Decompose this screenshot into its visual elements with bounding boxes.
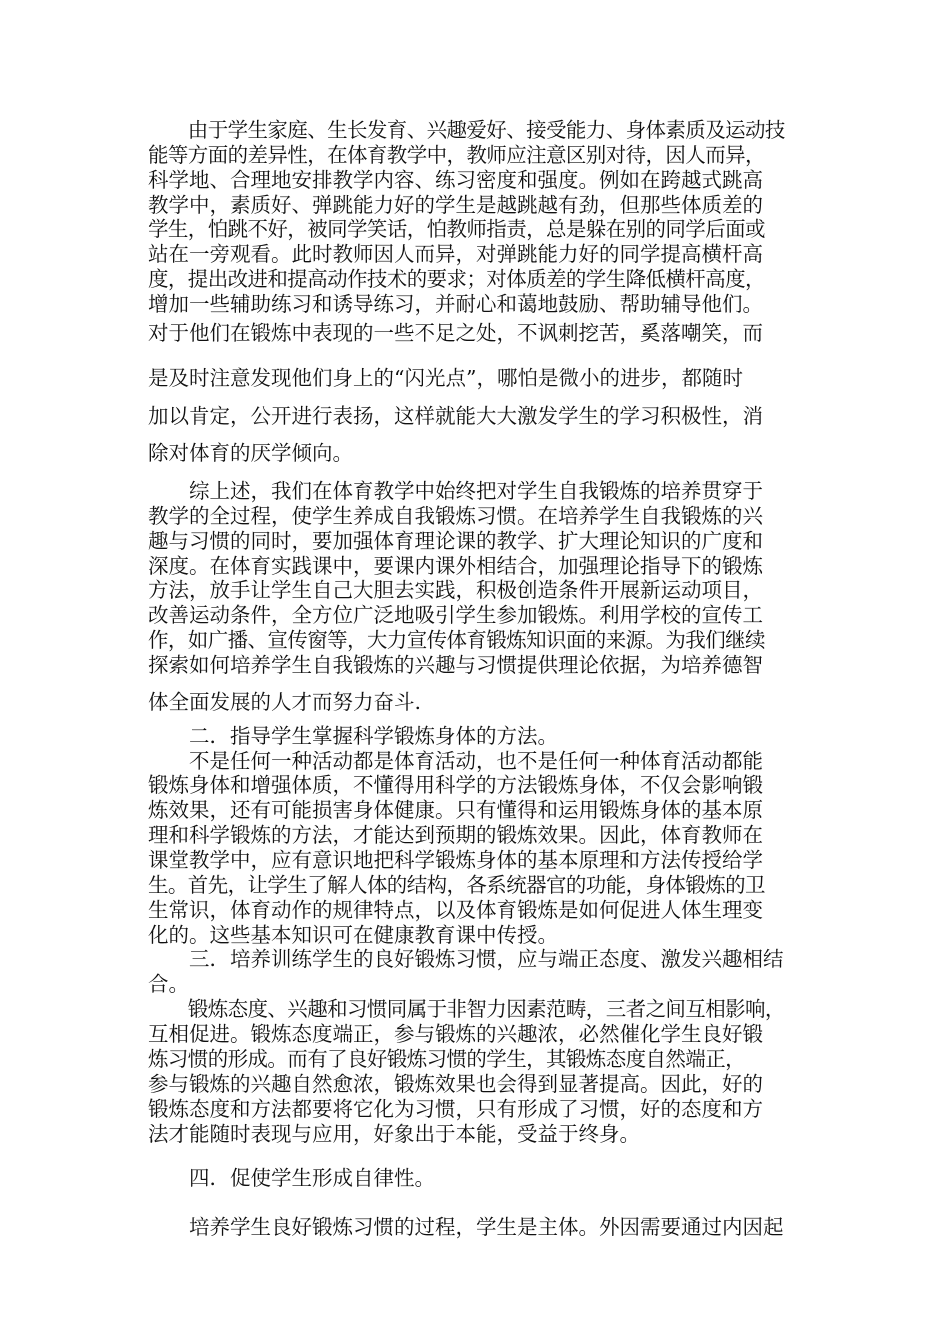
text-line: 趣与习惯的同时，要加强体育理论课的教学、扩大理论知识的广度和 <box>148 529 763 553</box>
text-line: 化的。这些基本知识可在健康教育课中传授。 <box>148 923 558 947</box>
text-line: 四．促使学生形成自律性。 <box>148 1166 435 1190</box>
text-line: 锻炼态度、兴趣和习惯同属于非智力因素范畴，三者之间互相影响， <box>148 997 785 1021</box>
text-line: 教学的全过程，使学生养成自我锻炼习惯。在培养学生自我锻炼的兴 <box>148 504 763 528</box>
text-line: 课堂教学中，应有意识地把科学锻炼身体的基本原理和方法传授给学 <box>148 848 763 872</box>
text-line: 度，提出改进和提高动作技术的要求；对体质差的学生降低横杆高度， <box>148 267 765 291</box>
text-line: 方法，放手让学生自己大胆去实践，积极创造条件开展新运动项目， <box>148 578 763 602</box>
text-line: 培养学生良好锻炼习惯的过程，学生是主体。外因需要通过内因起 <box>148 1215 784 1239</box>
text-line: 作，如广播、宣传窗等，大力宣传体育锻炼知识面的来源。为我们继续 <box>148 628 765 652</box>
text-line: 综上述，我们在体育教学中始终把对学生自我锻炼的培养贯穿于 <box>148 479 763 503</box>
text-line: 锻炼身体和增强体质，不懂得用科学的方法锻炼身体，不仅会影响锻 <box>148 773 763 797</box>
text-line: 生常识，体育动作的规律特点，以及体育锻炼是如何促进人体生理变 <box>148 898 763 922</box>
text-line: 加以肯定，公开进行表扬，这样就能大大激发学生的学习积极性，消 <box>148 404 763 428</box>
text-line: 教学中，素质好、弹跳能力好的学生是越跳越有劲，但那些体质差的 <box>148 193 763 217</box>
text-line: 是及时注意发现他们身上的“闪光点”，哪怕是微小的进步，都随时 <box>148 366 743 390</box>
text-line: 深度。在体育实践课中，要课内课外相结合，加强理论指导下的锻炼 <box>148 554 763 578</box>
text-line: 由于学生家庭、生长发育、兴趣爱好、接受能力、身体素质及运动技 <box>148 118 785 142</box>
text-line: 能等方面的差异性，在体育教学中，教师应注意区别对待，因人而异， <box>148 143 765 167</box>
text-line: 法才能随时表现与应用，好象出于本能，受益于终身。 <box>148 1122 640 1146</box>
text-line: 科学地、合理地安排教学内容、练习密度和强度。例如在跨越式跳高 <box>148 168 763 192</box>
text-line: 互相促进。锻炼态度端正，参与锻炼的兴趣浓，必然催化学生良好锻 <box>148 1022 763 1046</box>
text-line: 除对体育的厌学倾向。 <box>148 441 353 465</box>
text-line: 改善运动条件，全方位广泛地吸引学生参加锻炼。利用学校的宣传工 <box>148 603 763 627</box>
text-line: 三．培养训练学生的良好锻炼习惯，应与端正态度、激发兴趣相结 <box>148 947 784 971</box>
text-line: 炼效果，还有可能损害身体健康。只有懂得和运用锻炼身体的基本原 <box>148 798 763 822</box>
text-line: 学生，怕跳不好，被同学笑话，怕教师指责，总是躲在别的同学后面或 <box>148 217 765 241</box>
text-line: 生。首先，让学生了解人体的结构，各系统器官的功能，身体锻炼的卫 <box>148 873 765 897</box>
text-line: 合。 <box>148 972 189 996</box>
text-line: 增加一些辅助练习和诱导练习，并耐心和蔼地鼓励、帮助辅导他们。 <box>148 292 763 316</box>
text-line: 锻炼态度和方法都要将它化为习惯，只有形成了习惯，好的态度和方 <box>148 1097 763 1121</box>
text-line: 二．指导学生掌握科学锻炼身体的方法。 <box>148 724 558 748</box>
text-line: 探索如何培养学生自我锻炼的兴趣与习惯提供理论依据，为培养德智 <box>148 653 763 677</box>
text-line: 参与锻炼的兴趣自然愈浓，锻炼效果也会得到显著提高。因此，好的 <box>148 1072 763 1096</box>
text-line: 理和科学锻炼的方法，才能达到预期的锻炼效果。因此，体育教师在 <box>148 823 763 847</box>
text-line: 站在一旁观看。此时教师因人而异，对弹跳能力好的同学提高横杆高 <box>148 242 763 266</box>
text-line: 炼习惯的形成。而有了良好锻炼习惯的学生，其锻炼态度自然端正， <box>148 1047 745 1071</box>
text-line: 体全面发展的人才而努力奋斗. <box>148 690 422 714</box>
text-line: 对于他们在锻炼中表现的一些不足之处，不讽刺挖苦，奚落嘲笑，而 <box>148 321 763 345</box>
text-line: 不是任何一种活动都是体育活动，也不是任何一种体育活动都能 <box>148 749 763 773</box>
